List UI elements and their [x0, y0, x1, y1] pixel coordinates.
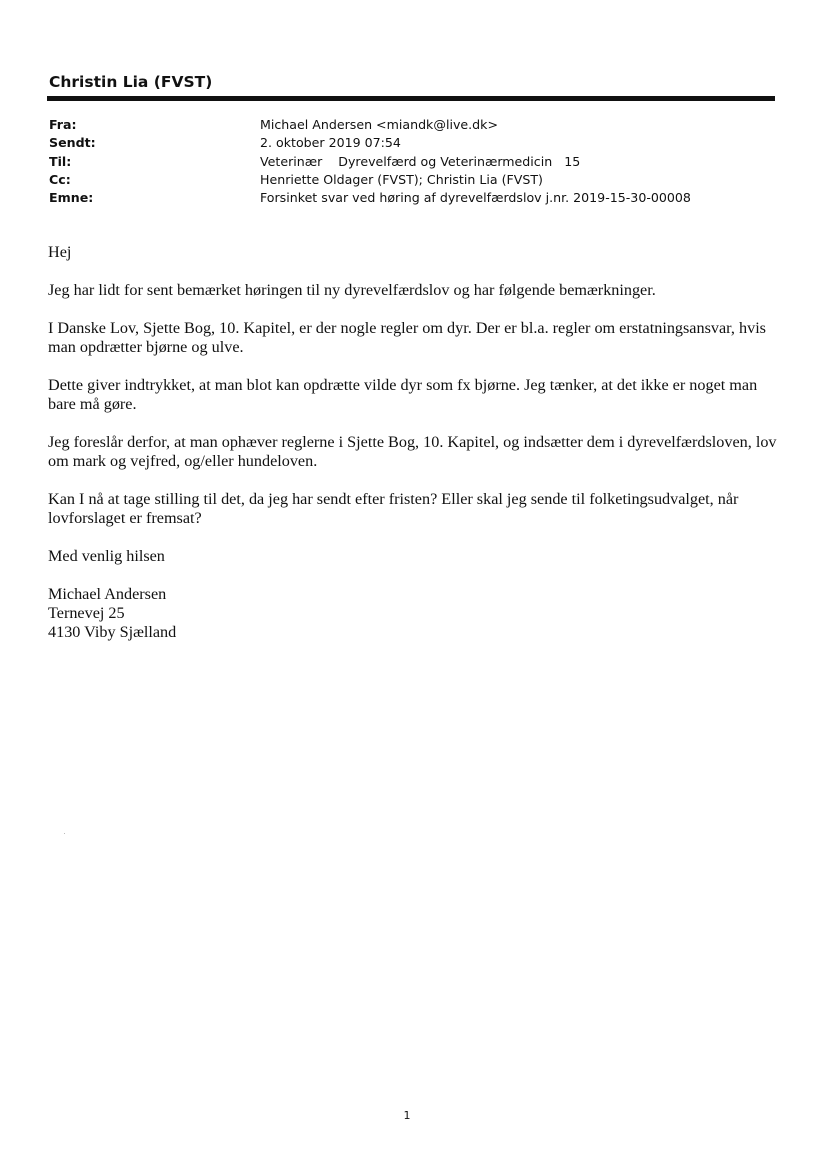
signature-street: Ternevej 25	[48, 604, 125, 622]
closing: Med venlig hilsen	[48, 547, 165, 565]
header-row-from	[49, 116, 789, 134]
subject-label: Emne:	[49, 190, 94, 206]
cc-label: Cc:	[49, 171, 71, 187]
cc-value: Henriette Oldager (FVST); Christin Lia (FVST)	[260, 171, 543, 187]
to-value: Veterinær Dyrevelfærd og Veterinærmedicin 15	[260, 153, 581, 169]
body-paragraph: Dette giver indtrykket, at man blot kan opdrætte vilde dyr som fx bjørne. Jeg tænker, at det ikke er noget man bare må gøre.	[48, 376, 758, 413]
subject-value: Forsinket svar ved høring af dyrevelfærdslov j.nr. 2019-15-30-00008	[260, 190, 691, 206]
signature-name: Michael Andersen	[48, 585, 167, 603]
email-header	[49, 116, 789, 207]
body-paragraph: Jeg har lidt for sent bemærket høringen til ny dyrevelfærdslov og har følgende bemærkninger.	[48, 281, 656, 299]
sent-value: 2. oktober 2019 07:54	[260, 135, 401, 151]
sent-label: Sendt:	[49, 135, 96, 151]
page-number: 1	[403, 1109, 411, 1122]
greeting: Hej	[48, 243, 72, 261]
from-value: Michael Andersen <miandk@live.dk>	[260, 117, 498, 132]
header-row-subject	[49, 189, 789, 207]
email-body	[48, 243, 778, 642]
from-label: Fra:	[49, 117, 77, 132]
mailbox-owner-name: Christin Lia (FVST)	[49, 73, 213, 91]
header-row-sent	[49, 134, 789, 152]
header-divider	[47, 96, 775, 101]
body-paragraph: Jeg foreslår derfor, at man ophæver reglerne i Sjette Bog, 10. Kapitel, og indsætter dem i dyrevelfærdsloven, lov om mark og vejfred, og/eller hundeloven.	[48, 433, 777, 470]
signature-city: 4130 Viby Sjælland	[48, 623, 177, 641]
header-row-cc	[49, 171, 789, 189]
body-paragraph: I Danske Lov, Sjette Bog, 10. Kapitel, er der nogle regler om dyr. Der er bl.a. regler om erstatningsansvar, hvis man opdrætter bjørne og ulve.	[48, 319, 766, 356]
to-label: Til:	[49, 153, 72, 169]
header-row-to	[49, 153, 789, 171]
body-paragraph: Kan I nå at tage stilling til det, da jeg har sendt efter fristen? Eller skal jeg sende til folketingsudvalget, når lovforslaget er fremsat?	[48, 490, 739, 527]
scan-speck	[64, 833, 65, 834]
